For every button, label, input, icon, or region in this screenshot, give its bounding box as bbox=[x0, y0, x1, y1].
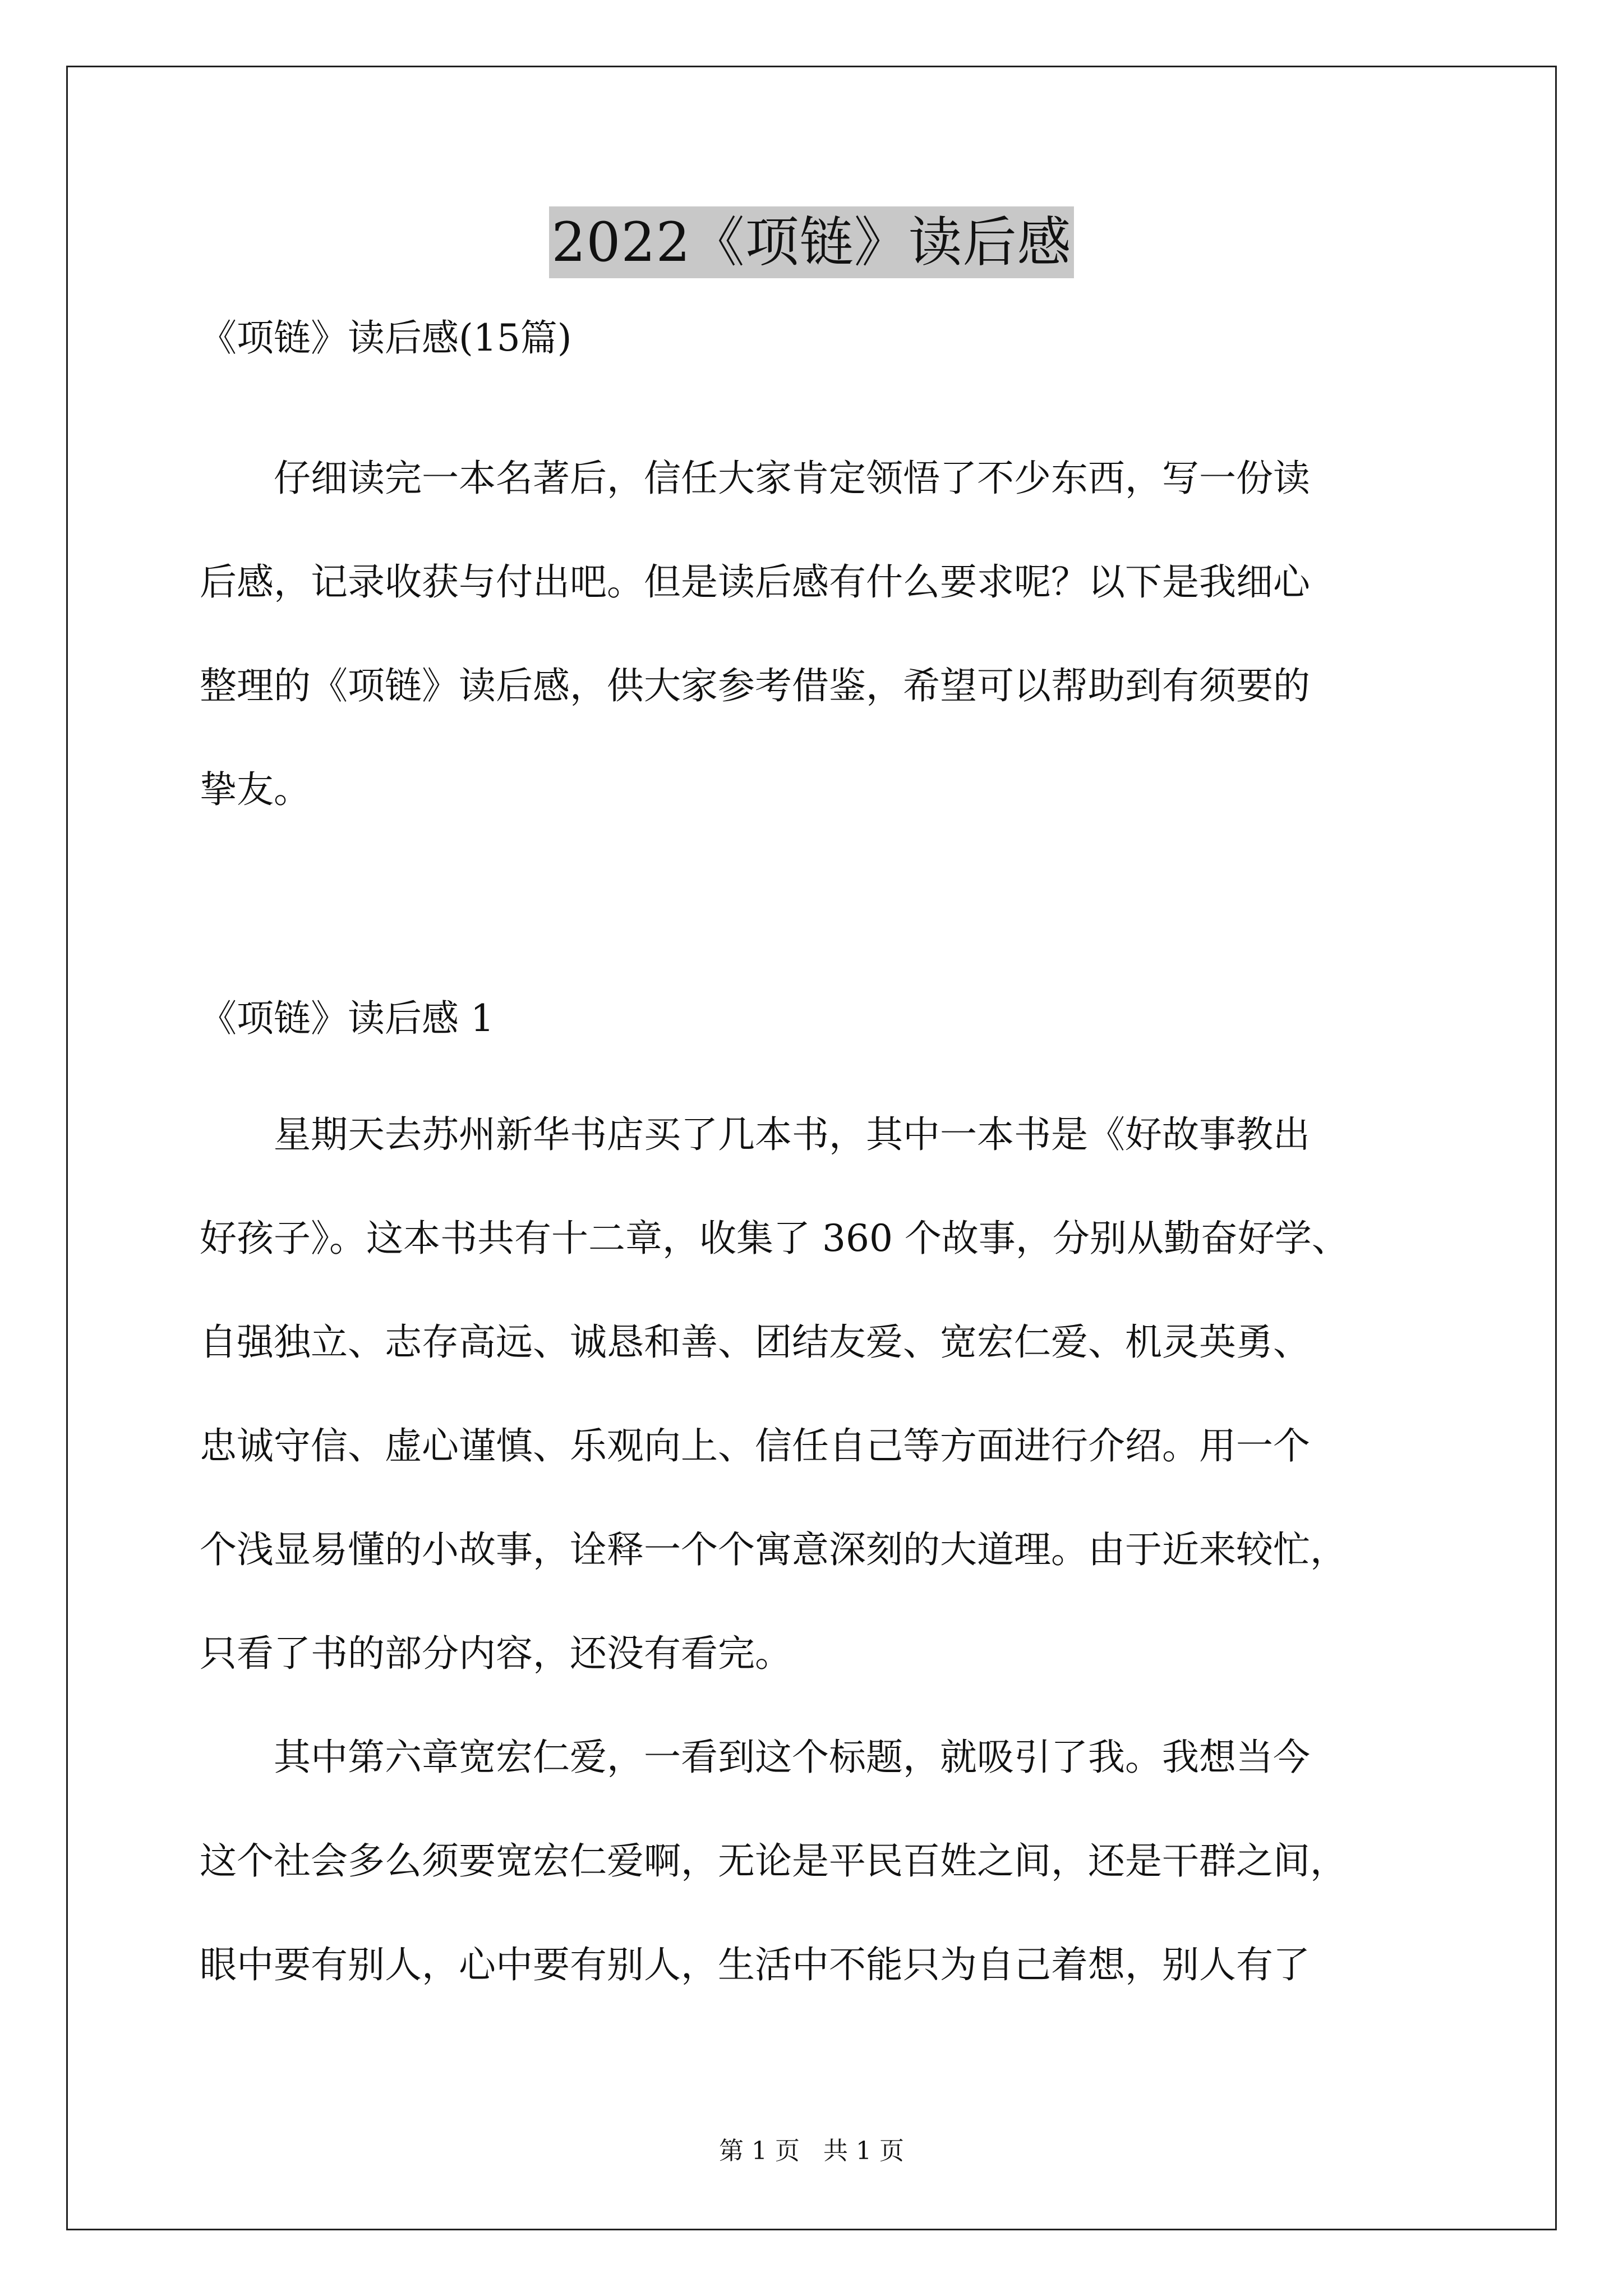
intro-paragraph bbox=[200, 426, 1467, 841]
paragraph-line: 后感，记录收获与付出吧。但是读后感有什么要求呢？以下是我细心 bbox=[200, 560, 1310, 604]
title-container bbox=[0, 206, 1623, 278]
paragraph-line: 自强独立、志存高远、诚恳和善、团结友爱、宽宏仁爱、机灵英勇、 bbox=[200, 1320, 1310, 1364]
paragraph-line: 这个社会多么须要宽宏仁爱啊，无论是平民百姓之间，还是干群之间， bbox=[200, 1839, 1347, 1883]
body-paragraph-2 bbox=[200, 1705, 1467, 2017]
section-heading: 《项链》读后感 1 bbox=[200, 997, 494, 1040]
document-title: 2022《项链》读后感 bbox=[549, 206, 1073, 278]
paragraph-line: 挚友。 bbox=[200, 768, 311, 811]
document-subtitle: 《项链》读后感(15篇) bbox=[200, 316, 572, 360]
body-paragraph-1 bbox=[200, 1083, 1467, 1705]
paragraph-line: 好孩子》。这本书共有十二章，收集了 360 个故事，分别从勤奋好学、 bbox=[200, 1217, 1349, 1260]
paragraph-line: 忠诚守信、虚心谨慎、乐观向上、信任自己等方面进行介绍。用一个 bbox=[200, 1424, 1310, 1467]
paragraph-line: 仔细读完一本名著后，信任大家肯定领悟了不少东西，写一份读 bbox=[200, 457, 1310, 500]
paragraph-line: 星期天去苏州新华书店买了几本书，其中一本书是《好故事教出 bbox=[200, 1113, 1310, 1156]
page-footer: 第 1 页 共 1 页 bbox=[719, 2137, 904, 2165]
paragraph-line: 个浅显易懂的小故事，诠释一个个寓意深刻的大道理。由于近来较忙， bbox=[200, 1528, 1347, 1571]
paragraph-line: 整理的《项链》读后感，供大家参考借鉴，希望可以帮助到有须要的 bbox=[200, 664, 1310, 707]
paragraph-line: 只看了书的部分内容，还没有看完。 bbox=[200, 1632, 792, 1675]
paragraph-line: 其中第六章宽宏仁爱，一看到这个标题，就吸引了我。我想当今 bbox=[200, 1736, 1310, 1779]
paragraph-line: 眼中要有别人，心中要有别人，生活中不能只为自己着想，别人有了 bbox=[200, 1943, 1310, 1986]
